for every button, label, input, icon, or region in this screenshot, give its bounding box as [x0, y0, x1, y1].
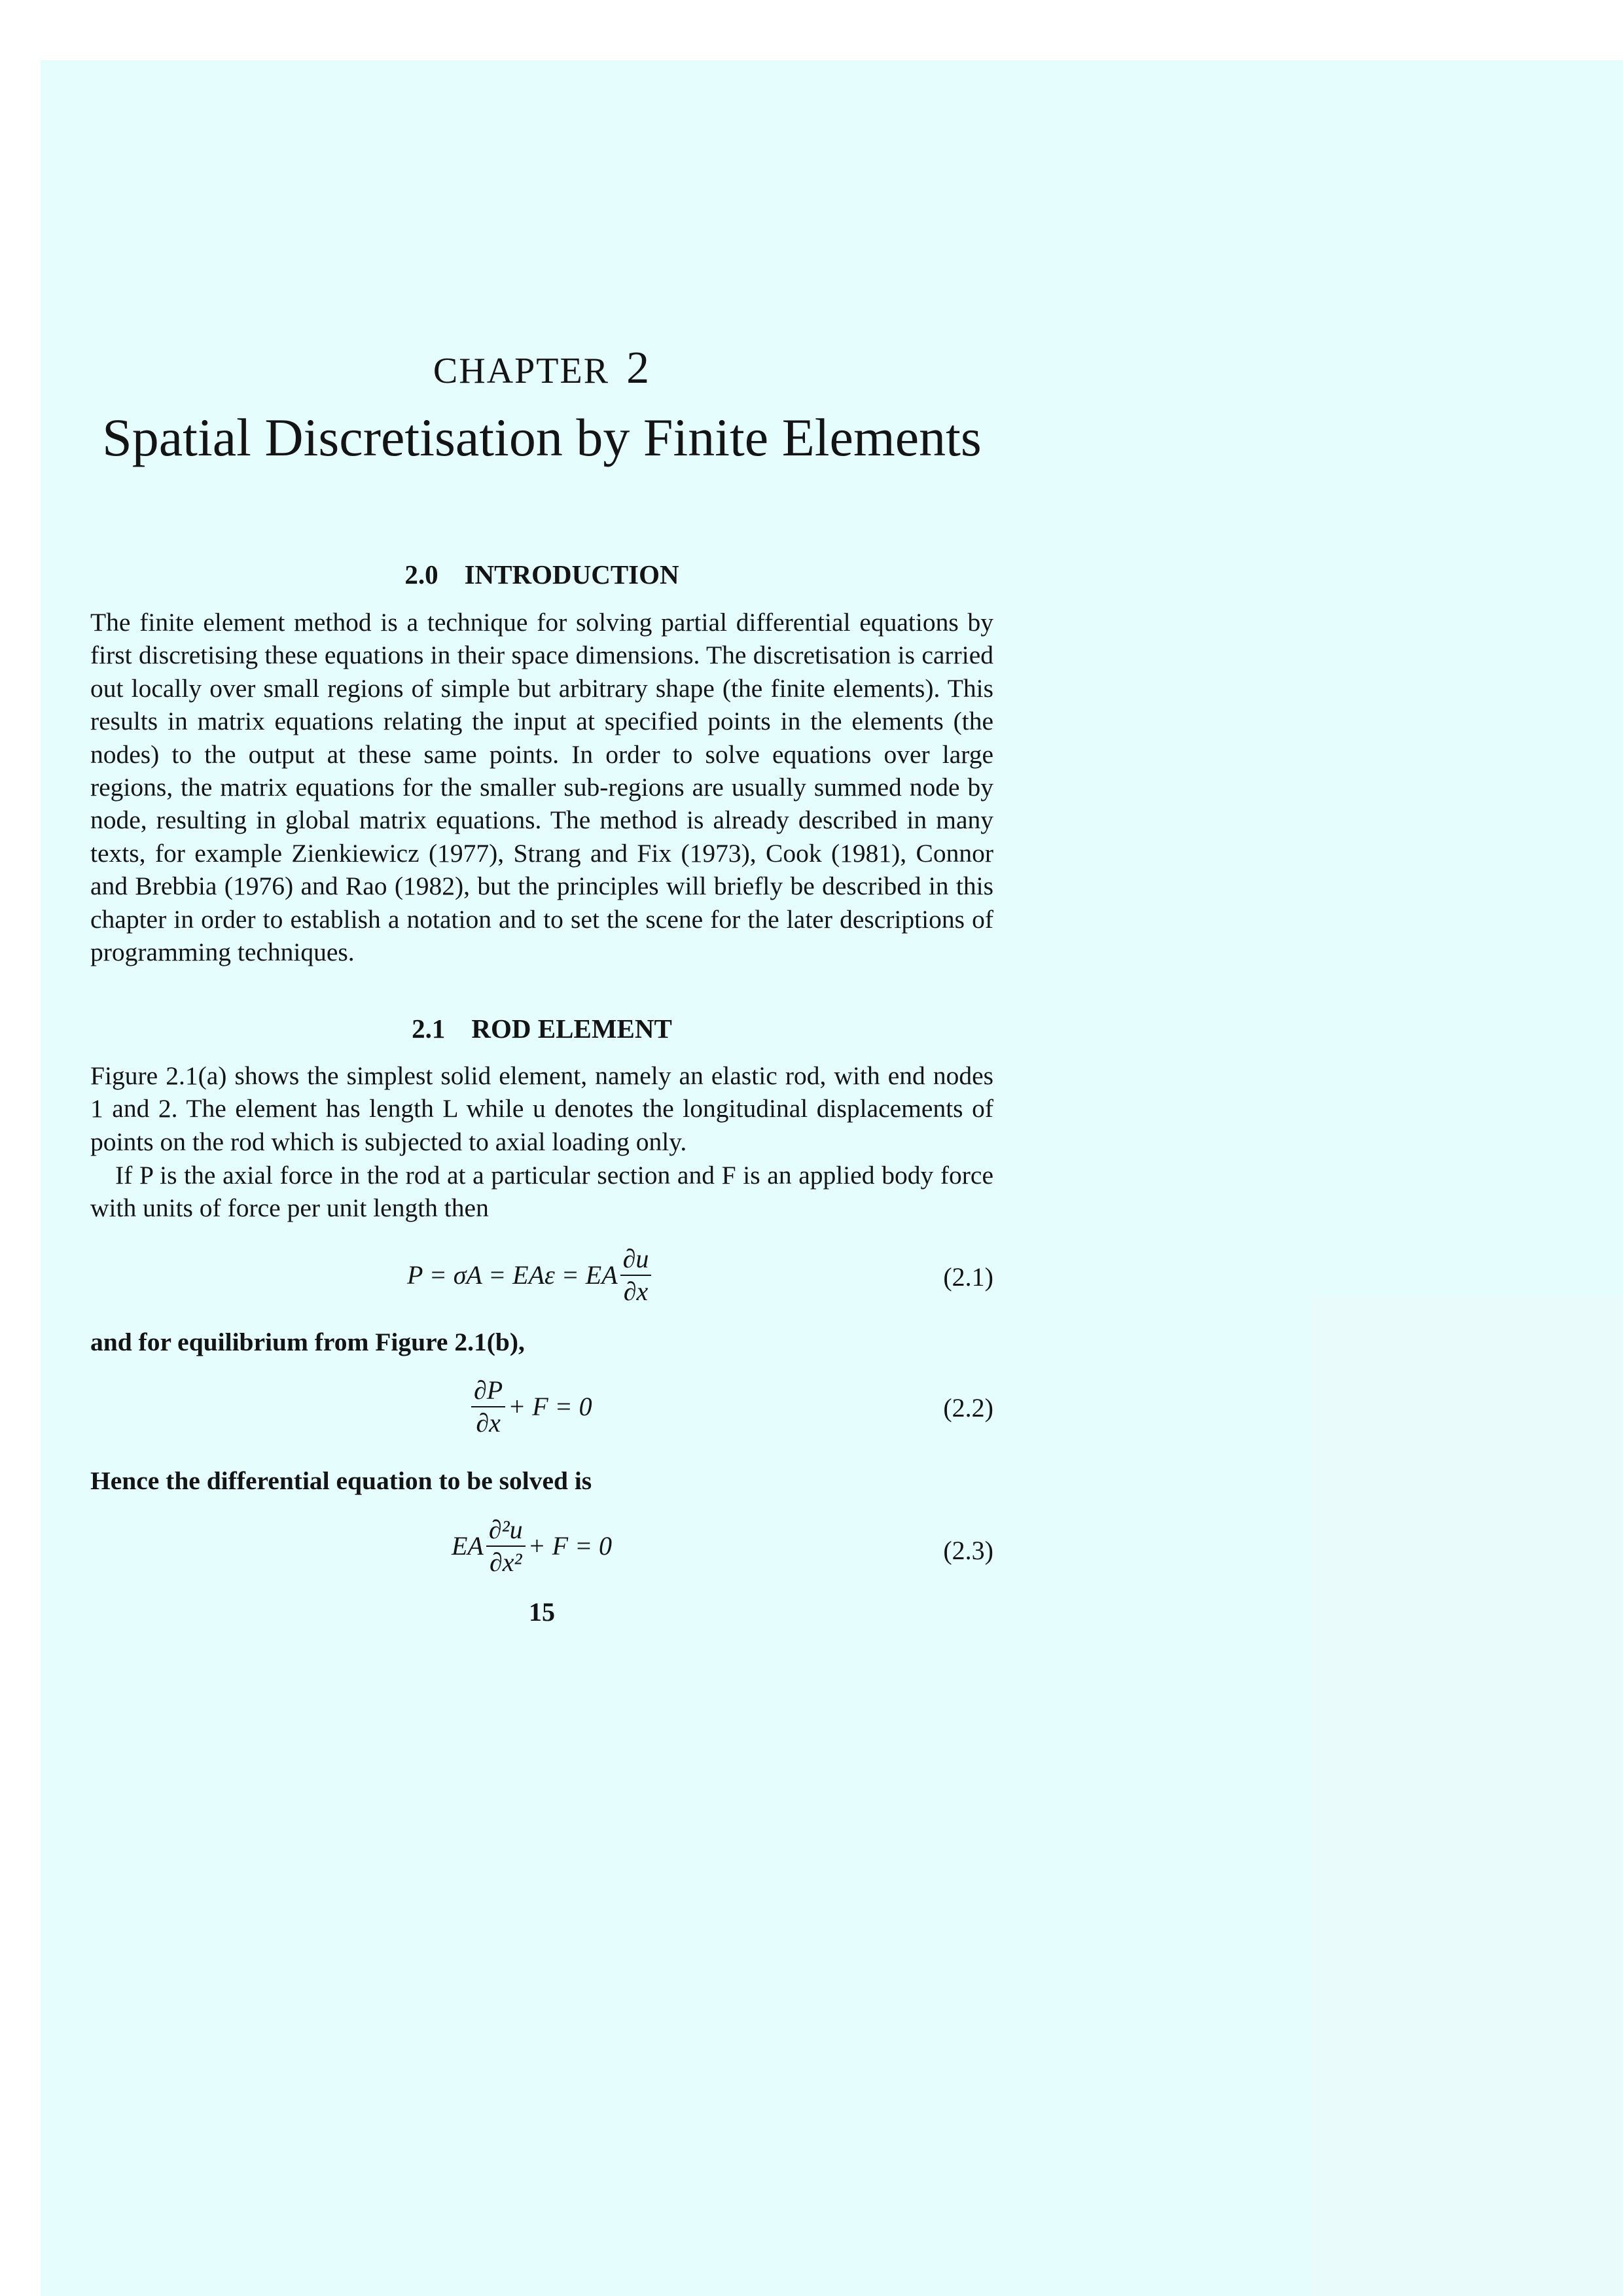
- fraction-numerator: ∂u: [620, 1246, 652, 1276]
- paragraph-axial-force: If P is the axial force in the rod at a particular section and F is an applied body force with units of force per unit length then: [90, 1161, 993, 1223]
- section-number: 2.0: [404, 559, 438, 590]
- fraction: [471, 1377, 505, 1436]
- paragraph-rod-description: Figure 2.1(a) shows the simplest solid element, namely an elastic rod, with end nodes 1 and 2. The element has length L while u denotes the longitudinal displacements of points on the rod which is subjected to axial loading only.: [90, 1061, 993, 1156]
- equation-2-3: [90, 1509, 993, 1587]
- fraction-denominator: ∂x²: [490, 1547, 522, 1577]
- equation-number: (2.3): [943, 1536, 993, 1565]
- chapter-title: Spatial Discretisation by Finite Elements: [102, 408, 982, 467]
- section-title: INTRODUCTION: [464, 559, 679, 590]
- fraction-numerator: ∂P: [471, 1377, 505, 1407]
- paragraph-introduction: The finite element method is a technique for solving partial differential equations by first discretising these equations in their space dimensions. The discretisation is carried out locally over small regions of simple but arbitrary shape (the finite elements). This results in matrix equations relating the input at specified points in the elements (the nodes) to the output at these same points. In order to solve equations over large regions, the matrix equations for the smaller sub-regions are usually summed node by node, resulting in global matrix equations. The method is already described in many texts, for example Zienkiewicz (1977), Strang and Fix (1973), Cook (1981), Connor and Brebbia (1976) and Rao (1982), but the principles will briefly be described in this chapter in order to establish a notation and to set the scene for the later descriptions of programming techniques.: [90, 608, 993, 967]
- fraction: [486, 1517, 526, 1576]
- equation-2-2: [90, 1370, 993, 1449]
- section-title: ROD ELEMENT: [471, 1014, 672, 1044]
- paragraph-equilibrium: and for equilibrium from Figure 2.1(b),: [90, 1328, 525, 1356]
- fraction-numerator: ∂²u: [486, 1517, 526, 1547]
- equation-rhs: + F = 0: [527, 1531, 613, 1561]
- section-heading-introduction: [90, 561, 993, 588]
- fraction-denominator: ∂x: [476, 1408, 501, 1438]
- paragraph-hence: Hence the differential equation to be solved is: [90, 1466, 592, 1495]
- equation-2-1: [90, 1239, 993, 1318]
- equation-lhs: P = σA = EAε = EA: [407, 1260, 618, 1290]
- equation-number: (2.1): [943, 1262, 993, 1292]
- equation-body: [407, 1239, 654, 1311]
- equation-rhs: + F = 0: [508, 1392, 592, 1421]
- section-number: 2.1: [412, 1014, 446, 1044]
- fraction: [620, 1246, 652, 1305]
- equation-body: [469, 1370, 592, 1443]
- equation-lhs: EA: [452, 1531, 484, 1561]
- equation-number: (2.2): [943, 1393, 993, 1422]
- equation-body: [452, 1509, 612, 1583]
- page-background-edge: [1311, 1296, 1623, 2296]
- fraction-denominator: ∂x: [623, 1277, 649, 1306]
- page-number: 15: [529, 1597, 555, 1627]
- section-heading-rod-element: [90, 1016, 993, 1042]
- chapter-label-text: CHAPTER: [433, 351, 610, 391]
- chapter-label: [90, 345, 993, 391]
- chapter-number: 2: [626, 343, 651, 393]
